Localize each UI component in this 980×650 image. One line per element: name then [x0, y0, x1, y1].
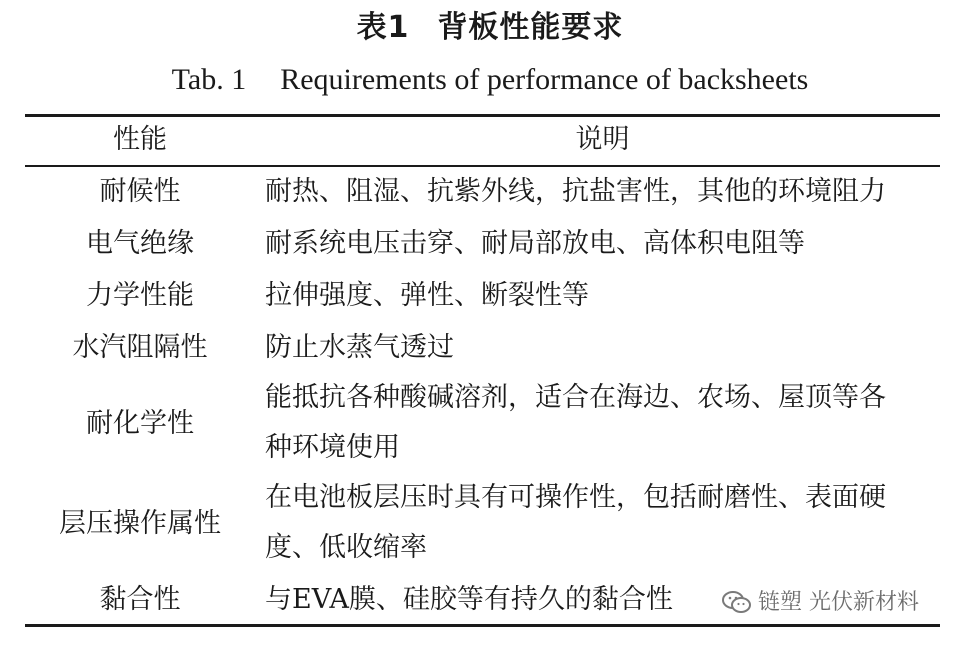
row-description-lamination-line1: 在电池板层压时具有可操作性，包括耐磨性、表面硬 — [265, 482, 886, 513]
table-title-cn — [0, 8, 980, 48]
row-property-vapor-barrier: 水汽阻隔性 — [72, 332, 208, 363]
row-property-adhesion: 黏合性 — [99, 584, 181, 615]
row-property-weather-resistance: 耐候性 — [99, 176, 181, 207]
header-property: 性能 — [113, 124, 167, 155]
row-description-adhesion: 与EVA膜、硅胶等有持久的黏合性 — [265, 584, 673, 615]
row-description-electrical-insulation: 耐系统电压击穿、耐局部放电、高体积电阻等 — [265, 228, 805, 259]
row-description-chemical-resistance-line1: 能抵抗各种酸碱溶剂，适合在海边、农场、屋顶等各 — [265, 382, 886, 413]
table-title-en — [0, 60, 980, 100]
watermark — [722, 588, 919, 618]
row-property-lamination: 层压操作属性 — [59, 508, 221, 539]
row-description-chemical-resistance-line2: 种环境使用 — [265, 432, 400, 463]
table-caption-en: Requirements of performance of backsheets — [280, 63, 809, 96]
row-description-mechanical: 拉伸强度、弹性、断裂性等 — [265, 280, 589, 311]
header-description: 说明 — [575, 124, 630, 155]
row-description-lamination-line2: 度、低收缩率 — [265, 532, 427, 563]
table-number-cn: 表1 — [356, 10, 410, 45]
table-caption-cn: 背板性能要求 — [437, 10, 624, 45]
wechat-icon — [722, 590, 752, 616]
table-number-en: Tab. 1 — [171, 63, 247, 96]
row-property-mechanical: 力学性能 — [86, 280, 194, 311]
watermark-text: 链塑 光伏新材料 — [758, 590, 919, 615]
table-bottom-rule — [25, 624, 940, 627]
row-property-chemical-resistance: 耐化学性 — [86, 408, 194, 439]
row-property-electrical-insulation: 电气绝缘 — [86, 228, 194, 259]
row-description-weather-resistance: 耐热、阻湿、抗紫外线，抗盐害性，其他的环境阻力 — [265, 176, 886, 207]
row-description-vapor-barrier: 防止水蒸气透过 — [265, 332, 454, 363]
